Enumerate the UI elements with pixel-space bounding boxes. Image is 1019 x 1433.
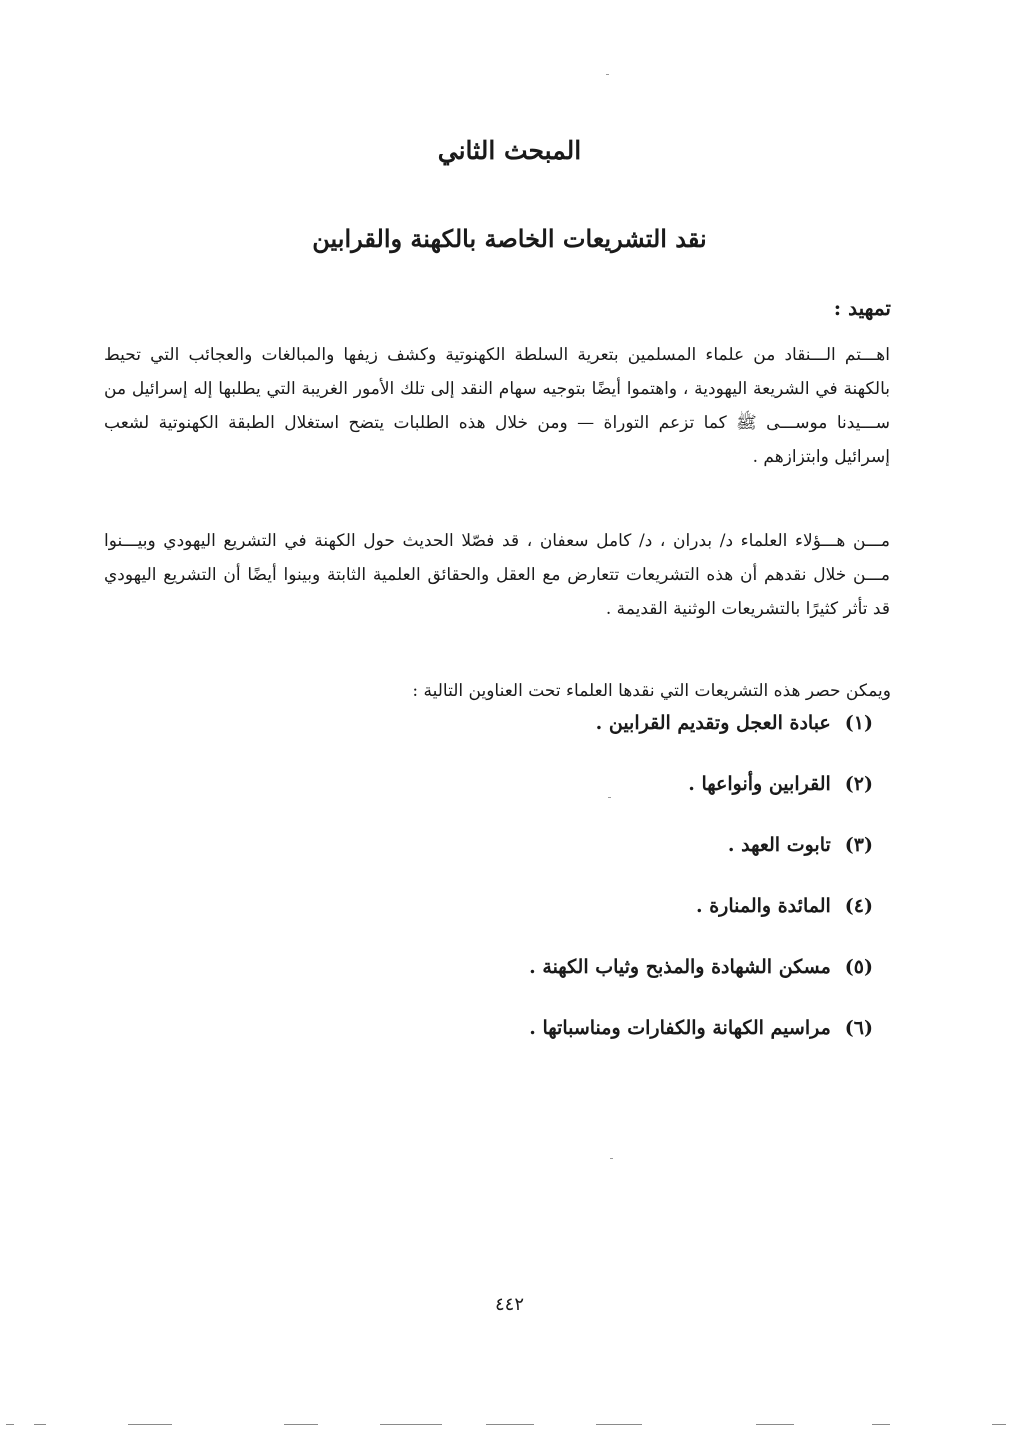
list-item bbox=[529, 956, 873, 1017]
list-item bbox=[529, 834, 873, 895]
list-item bbox=[529, 895, 873, 956]
topic-number: (٣) bbox=[844, 834, 873, 856]
scan-rule bbox=[596, 1424, 642, 1425]
chapter-title: المبحث الثاني bbox=[437, 136, 582, 165]
section-title: نقد التشريعات الخاصة بالكهنة والقرابين bbox=[312, 224, 707, 253]
scan-rule bbox=[128, 1424, 172, 1425]
intro-paragraph-1: اهـــتم الـــنقاد من علماء المسلمين بتعرية السلطة الكهنوتية وكشف زيفها والمبالغات والعجائب التي تحيط بالكهنة في الشريعة اليهودية ، واهتموا أيضًا بتوجيه سهام النقد إلى تلك الأمور الغريبة التي يطلبها إله إسرائيل من ســـيدنا موســـى ﷺ كما تزعم التوراة — ومن خلال هذه الطلبات يتضح استغلال الطبقة الكهنوتية لشعب إسرائيل وابتزازهم . bbox=[104, 345, 890, 467]
topic-text: عبادة العجل وتقديم القرابين . bbox=[595, 712, 831, 734]
scan-rule bbox=[34, 1424, 46, 1425]
topic-number: (٥) bbox=[844, 956, 873, 978]
scan-edge-rules bbox=[0, 1424, 1019, 1426]
intro-paragraph-3: ويمكن حصر هذه التشريعات التي نقدها العلماء تحت العناوين التالية : bbox=[412, 681, 891, 701]
list-item bbox=[529, 773, 873, 834]
intro-paragraph-2: مـــن هـــؤلاء العلماء د/ بدران ، د/ كامل سعفان ، قد فصّلا الحديث حول الكهنة في التشريع اليهودي وبيـــنوا مـــن خلال نقدهم أن هذه التشريعات تتعارض مع العقل والحقائق العلمية الثابتة وبينوا أيضًا أن التشريع اليهودي قد تأثر كثيرًا بالتشريعات الوثنية القديمة . bbox=[104, 531, 890, 619]
topic-text: مراسيم الكهانة والكفارات ومناسباتها . bbox=[529, 1017, 831, 1039]
scan-rule bbox=[380, 1424, 442, 1425]
topic-text: تابوت العهد . bbox=[727, 834, 831, 856]
topic-list bbox=[529, 712, 873, 1078]
page-number: ٤٤٢ bbox=[494, 1294, 524, 1315]
topic-text: المائدة والمنارة . bbox=[696, 895, 831, 917]
list-item bbox=[529, 712, 873, 773]
topic-number: (٢) bbox=[844, 773, 873, 795]
scan-rule bbox=[992, 1424, 1006, 1425]
scan-rule bbox=[6, 1424, 14, 1425]
scan-rule bbox=[756, 1424, 794, 1425]
intro-heading: تمهيد : bbox=[833, 296, 891, 320]
scan-speck bbox=[608, 797, 611, 798]
topic-number: (٤) bbox=[844, 895, 873, 917]
topic-text: مسكن الشهادة والمذبح وثياب الكهنة . bbox=[529, 956, 831, 978]
list-item bbox=[529, 1017, 873, 1078]
scan-rule bbox=[486, 1424, 534, 1425]
topic-number: (١) bbox=[844, 712, 873, 734]
topic-text: القرابين وأنواعها . bbox=[688, 773, 831, 795]
scan-speck bbox=[606, 74, 609, 75]
scan-speck bbox=[610, 1158, 613, 1159]
topic-number: (٦) bbox=[844, 1017, 873, 1039]
scan-rule bbox=[284, 1424, 318, 1425]
scan-rule bbox=[872, 1424, 890, 1425]
